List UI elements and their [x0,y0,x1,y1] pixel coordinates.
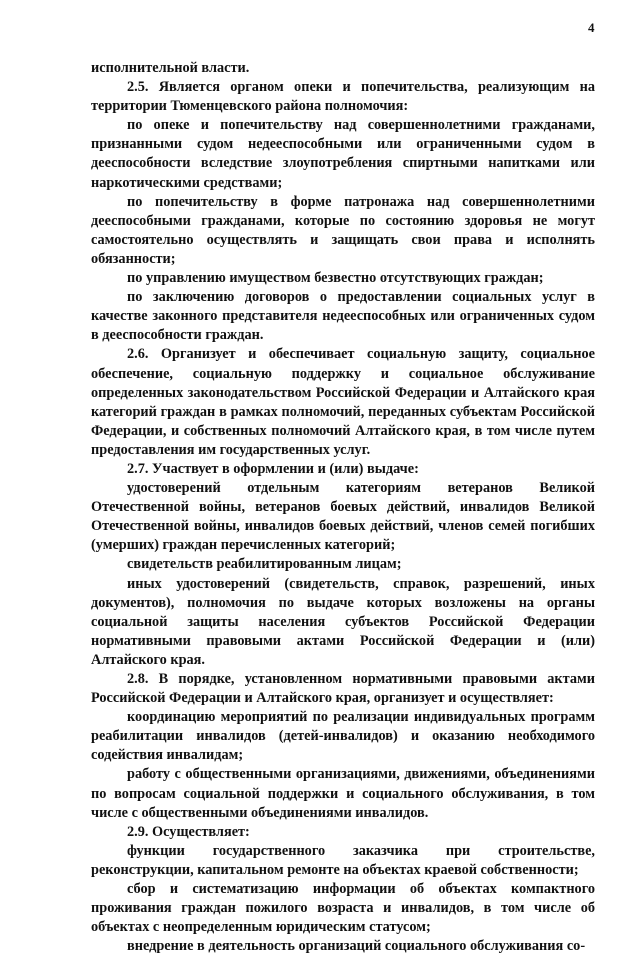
paragraph: 2.5. Является органом опеки и попечительства, реализующим на территории Тюменцевского района полномочия: [91,79,595,115]
paragraph: 2.6. Организует и обеспечивает социальную защиту, социальное обеспечение, социальную поддержку и социальное обслуживание определенных законодательством Российской Федерации и Алтайского края категорий граждан в рамках полномочий, переданных субъектам Российской Федерации, и собственных полномочий Алтайского края, в том числе путем предоставления им государственных услуг. [91,346,595,458]
paragraph: 2.7. Участвует в оформлении и (или) выдаче: [127,460,419,477]
paragraph: координацию мероприятий по реализации индивидуальных программ реабилитации инвалидов (детей-инвалидов) и оказанию необходимого содействия инвалидам; [91,709,595,764]
page-number: 4 [588,20,595,35]
paragraph: по управлению имуществом безвестно отсутствующих граждан; [127,270,544,287]
paragraph: по заключению договоров о предоставлении социальных услуг в качестве законного представителя недееспособных или ограниченных судом в дееспособности граждан. [91,289,595,344]
paragraph: удостоверений отдельным категориям ветеранов Великой Отечественной войны, ветеранов боевых действий, инвалидов Великой Отечественной войны, инвалидов боевых действий, членов семей погибших (умерших) граждан перечисленных категорий; [91,480,595,554]
paragraph: 2.9. Осуществляет: [127,823,250,840]
paragraph: по опеке и попечительству над совершеннолетними гражданами, признанными судом недееспособными или ограниченными судом в дееспособности вследствие злоупотребления спиртными напитками или наркотическими средствами; [91,117,595,191]
paragraph: работу с общественными организациями, движениями, объединениями по вопросам социальной поддержки и социального обслуживания, в том числе с общественными объединениями инвалидов. [91,766,595,821]
paragraph: по попечительству в форме патронажа над совершеннолетними дееспособными гражданами, которые по состоянию здоровья не могут самостоятельно осуществлять и защищать свои права и исполнять обязанности; [91,193,595,267]
paragraph: иных удостоверений (свидетельств, справок, разрешений, иных документов), полномочия по выдаче которых возложены на органы социальной защиты населения субъектов Российской Федерации нормативными правовыми актами Российской Федерации и (или) Алтайского края. [91,575,595,668]
paragraph: свидетельств реабилитированным лицам; [127,556,402,573]
paragraph: исполнительной власти. [91,60,250,76]
paragraph: сбор и систематизацию информации об объектах компактного проживания граждан пожилого возраста и инвалидов, в том числе об объектах с неопределенным юридическим статусом; [91,881,595,936]
document-body [91,59,595,956]
paragraph: функции государственного заказчика при строительстве, реконструкции, капитальном ремонте на объектах краевой собственности; [91,842,595,878]
paragraph: 2.8. В порядке, установленном нормативными правовыми актами Российской Федерации и Алтайского края, организует и осуществляет: [91,671,595,707]
paragraph: внедрение в деятельность организаций социального обслуживания со- [127,938,586,955]
